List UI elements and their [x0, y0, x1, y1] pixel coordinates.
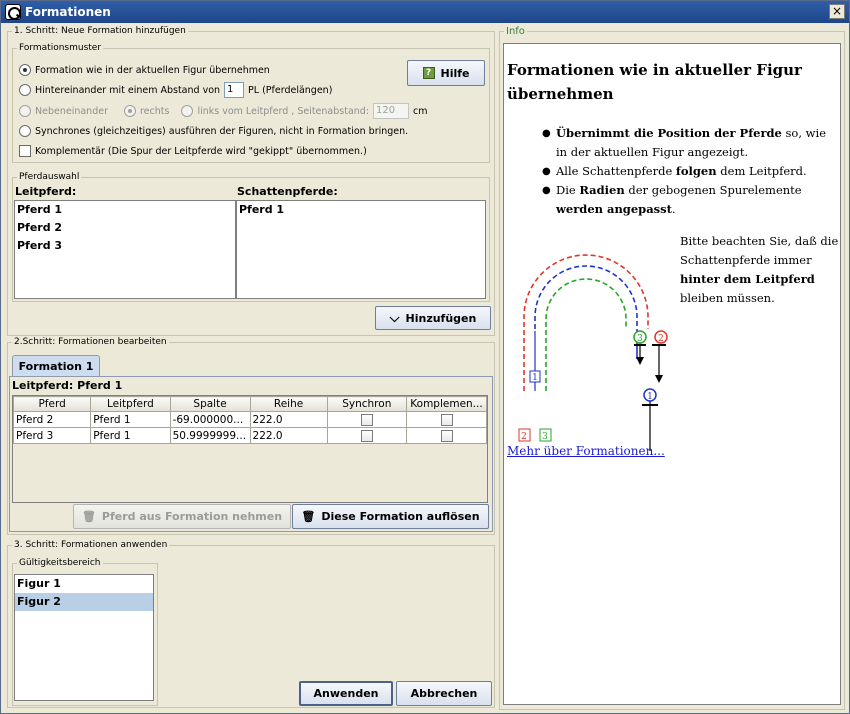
- cell-pferd[interactable]: Pferd 3: [14, 428, 91, 444]
- list-item[interactable]: Figur 2: [15, 593, 153, 611]
- col-spalte[interactable]: Spalte: [170, 397, 250, 412]
- radio-side[interactable]: [19, 105, 31, 117]
- info-title: Formationen wie in aktueller Figur übernehmen: [507, 61, 802, 103]
- arrow-down-icon: [655, 375, 663, 383]
- add-button-label: Hinzufügen: [405, 311, 477, 325]
- cell-komplementaer: [407, 412, 487, 428]
- horse-selection-legend: Pferdauswahl: [19, 172, 80, 182]
- cell-synchron: [327, 428, 406, 444]
- col-pferd[interactable]: Pferd: [14, 397, 91, 412]
- komplementaer-checkbox[interactable]: [441, 414, 453, 426]
- list-item[interactable]: Pferd 1: [17, 203, 63, 216]
- option-current-label: Formation wie in der aktuellen Figur übernehmen: [35, 64, 270, 76]
- shadow-horse-label: Schattenpferde:: [237, 185, 338, 198]
- lead-horse-label: Leitpferd:: [15, 185, 77, 198]
- col-synchron[interactable]: Synchron: [327, 397, 406, 412]
- option-side-row: [19, 103, 428, 119]
- trash-icon: 🗑: [301, 510, 316, 523]
- remove-button-label: Pferd aus Formation nehmen: [101, 510, 283, 523]
- radio-sync[interactable]: [19, 125, 31, 137]
- help-button[interactable]: [407, 60, 485, 86]
- complementary-label: Komplementär (Die Spur der Leitpferde wird "gekippt" übernommen.): [35, 145, 367, 157]
- col-komplementaer[interactable]: Komplemen...: [407, 397, 487, 412]
- col-reihe[interactable]: Reihe: [250, 397, 327, 412]
- list-item[interactable]: Figur 1: [17, 577, 61, 590]
- table-row[interactable]: [14, 412, 487, 428]
- tab-formation-1[interactable]: Formation 1: [12, 355, 100, 376]
- option-current-row[interactable]: [19, 64, 270, 76]
- option-series-unit: PL (Pferdelängen): [248, 84, 333, 96]
- box-2-label: 2: [521, 432, 527, 442]
- komplementaer-checkbox[interactable]: [441, 430, 453, 442]
- list-item: ● Die Radien der gebogenen Spurelemente werden angepasst.: [556, 181, 836, 219]
- list-item[interactable]: Pferd 2: [17, 221, 63, 234]
- red-track: [524, 255, 648, 391]
- complementary-row[interactable]: [19, 145, 367, 157]
- dissolve-button-label: Diese Formation auflösen: [321, 510, 480, 523]
- green-track: [546, 279, 626, 391]
- add-button[interactable]: [375, 306, 491, 330]
- shadow-horse-list[interactable]: [236, 200, 486, 299]
- help-button-label: Hilfe: [440, 66, 470, 80]
- option-series-label: Hintereinander mit einem Abstand von: [35, 84, 221, 96]
- list-item[interactable]: Pferd 1: [239, 203, 285, 216]
- step3-legend: 3. Schritt: Formationen anwenden: [14, 540, 168, 550]
- cell-leitpferd[interactable]: Pferd 1: [91, 428, 170, 444]
- cell-reihe[interactable]: 222.0: [250, 412, 327, 428]
- option-left-label: links vom Leitpferd , Seitenabstand:: [197, 105, 370, 117]
- step1-legend: 1. Schritt: Neue Formation hinzufügen: [14, 26, 186, 36]
- marker-2-top-label: 2: [658, 334, 664, 344]
- info-legend: Info: [506, 26, 525, 37]
- info-bullets: [556, 124, 836, 219]
- side-distance-unit: cm: [413, 105, 428, 117]
- arrow-down-icon: [636, 357, 644, 365]
- option-series-row[interactable]: [19, 82, 332, 98]
- marker-1-mid-label: 1: [647, 392, 653, 402]
- formation-diagram: [514, 249, 674, 442]
- close-button[interactable]: ×: [829, 4, 845, 19]
- help-icon: ?: [423, 67, 435, 79]
- list-item: ● Übernimmt die Position der Pferde so, wie in der aktuellen Figur angezeigt.: [556, 124, 836, 162]
- option-right-label: rechts: [139, 105, 170, 117]
- radio-right[interactable]: [124, 105, 136, 117]
- side-distance-input[interactable]: 120: [373, 103, 409, 119]
- series-distance-input[interactable]: 1: [224, 82, 244, 98]
- step2-legend: 2.Schritt: Formationen bearbeiten: [14, 337, 167, 347]
- info-note: Bitte beachten Sie, daß die Schattenpferde immer hinter dem Leitpferd bleiben müssen.: [680, 234, 839, 305]
- figure-list[interactable]: [14, 574, 154, 701]
- radio-current[interactable]: [19, 64, 31, 76]
- list-item[interactable]: Pferd 3: [17, 239, 63, 252]
- radio-left[interactable]: [181, 105, 193, 117]
- cell-spalte[interactable]: -69.000000...: [170, 412, 250, 428]
- option-side-label: Nebeneinander: [35, 105, 108, 117]
- blue-track: [535, 266, 637, 329]
- complementary-checkbox[interactable]: [19, 145, 31, 157]
- title-bar[interactable]: [1, 1, 849, 23]
- lead-horse-list[interactable]: [14, 200, 236, 299]
- dissolve-formation-button[interactable]: [292, 504, 489, 529]
- formation-tab-panel: [9, 376, 493, 532]
- box-1-label: 1: [532, 373, 538, 383]
- cell-synchron: [327, 412, 406, 428]
- scope-legend: Gültigkeitsbereich: [19, 558, 101, 568]
- remove-from-formation-button[interactable]: [73, 504, 291, 529]
- more-about-formations-link[interactable]: Mehr über Formationen...: [507, 444, 665, 458]
- synchron-checkbox[interactable]: [361, 430, 373, 442]
- cancel-button[interactable]: Abbrechen: [396, 681, 492, 706]
- cell-reihe[interactable]: 222.0: [250, 428, 327, 444]
- option-sync-row[interactable]: [19, 125, 408, 137]
- option-sync-label: Synchrones (gleichzeitiges) ausführen der Figuren, nicht in Formation bringen.: [35, 125, 409, 137]
- col-leitpferd[interactable]: Leitpferd: [91, 397, 170, 412]
- cell-leitpferd[interactable]: Pferd 1: [91, 412, 170, 428]
- box-3-label: 3: [542, 432, 548, 442]
- apply-button[interactable]: Anwenden: [299, 681, 393, 706]
- trash-icon: 🗑: [81, 510, 96, 523]
- cell-pferd[interactable]: Pferd 2: [14, 412, 91, 428]
- list-item: ● Alle Schattenpferde folgen dem Leitpferd.: [556, 162, 836, 181]
- synchron-checkbox[interactable]: [361, 414, 373, 426]
- table-row[interactable]: [14, 428, 487, 444]
- app-icon: [5, 4, 21, 20]
- radio-series[interactable]: [19, 84, 31, 96]
- cell-spalte[interactable]: 50.9999999...: [170, 428, 250, 444]
- formation-table: [12, 395, 488, 503]
- marker-3-top-label: 3: [637, 334, 643, 344]
- cell-komplementaer: [407, 428, 487, 444]
- pattern-legend: Formationsmuster: [19, 43, 102, 53]
- grid-title: Leitpferd: Pferd 1: [12, 379, 123, 392]
- chevron-down-icon: ⌵: [389, 310, 400, 326]
- info-pane: [503, 43, 841, 705]
- window-title: Formationen: [25, 5, 111, 19]
